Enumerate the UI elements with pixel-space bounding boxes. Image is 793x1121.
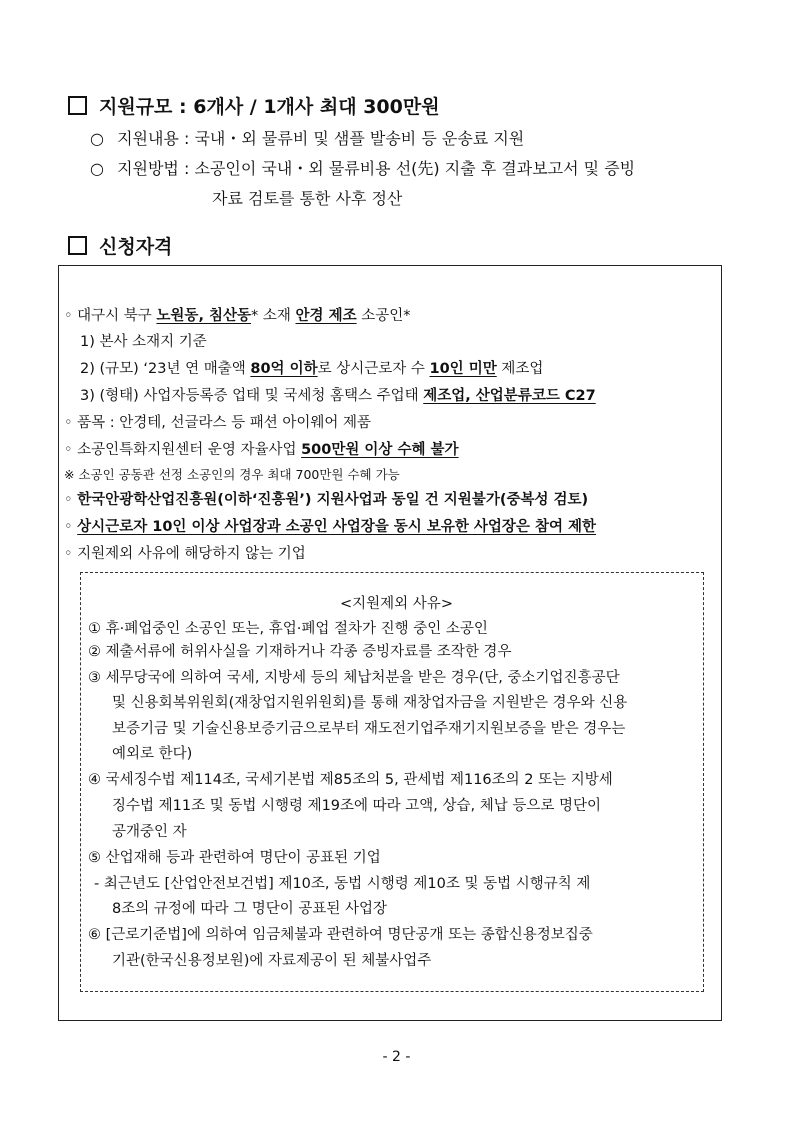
- circle-bullet-icon: ○: [90, 159, 104, 178]
- text-emphasis: 상시근로자 10인 이상 사업장과 소공인 사업장을 동시 보유한 사업장은 참여 제한: [77, 519, 597, 535]
- exclusion-item-continuation: 보증기금 및 기술신용보증기금으로부터 재도전기업주재기지원보증을 받은 경우는: [112, 721, 626, 737]
- checkbox-square-icon: [68, 236, 87, 255]
- exclusion-item-continuation: 8조의 규정에 따라 그 명단이 공표된 사업장: [112, 901, 387, 917]
- exclusion-item-continuation: 공개중인 자: [112, 824, 187, 840]
- eligibility-limit-line: [64, 438, 459, 459]
- text: 2) (규모) ‘23년 연 매출액: [80, 361, 251, 377]
- eligibility-criterion-3: [80, 384, 596, 405]
- text: 3) (형태) 사업자등록증 업태 및 국세청 홈택스 주업태: [80, 388, 424, 404]
- scale-heading-text: 지원규모 : 6개사 / 1개사 최대 300만원: [99, 96, 440, 118]
- section-heading-scale: [68, 92, 440, 119]
- eligibility-criterion-1: 1) 본사 소재지 기준: [80, 334, 207, 350]
- text-emphasis: 500만원 이상 수혜 불가: [301, 442, 459, 458]
- circle-bullet-icon: ○: [90, 129, 104, 148]
- exclusion-item-continuation: 기관(한국신용정보원)에 자료제공이 된 체불사업주: [112, 953, 432, 969]
- exclusion-item: ④ 국세징수법 제114조, 국세기본법 제85조의 5, 관세법 제116조의 2 또는 지방세: [88, 772, 613, 788]
- exclusion-item: ③ 세무당국에 의하여 국세, 지방세 등의 체납처분을 받은 경우(단, 중소기업진흥공단: [88, 670, 620, 686]
- text: 제조업: [496, 361, 544, 377]
- eligibility-restriction-line: [64, 515, 596, 536]
- eligibility-products-line: ◦ 품목 : 안경테, 선글라스 등 패션 아이웨어 제품: [64, 415, 372, 431]
- text: 로 상시근로자 수: [317, 361, 430, 377]
- exclusion-item: ⑥ [근로기준법]에 의하여 임금체불과 관련하여 명단공개 또는 종합신용정보집중: [88, 927, 593, 943]
- support-method-continuation: 자료 검토를 통한 사후 정산: [212, 189, 403, 208]
- text-emphasis: 10인 미만: [429, 361, 497, 377]
- support-method-line: [90, 156, 635, 179]
- text: ◦ 대구시 북구: [64, 308, 157, 324]
- text-emphasis: 안경 제조: [295, 308, 357, 324]
- text: ◦ 소공인특화지원센터 운영 자율사업: [64, 442, 302, 458]
- text-emphasis: 제조업, 산업분류코드 C27: [423, 388, 596, 404]
- eligibility-exclusion-line: ◦ 지원제외 사유에 해당하지 않는 기업: [64, 546, 306, 562]
- exclusion-item: ② 제출서류에 허위사실을 기재하거나 각종 증빙자료를 조작한 경우: [88, 644, 512, 660]
- exclusion-item-continuation: 및 신용회복위원회(재창업지원위원회)를 통해 재창업자금을 지원받은 경우와 신용: [112, 695, 628, 711]
- exclusion-item-continuation: 징수법 제11조 및 동법 시행령 제19조에 따라 고액, 상습, 체납 등으로 명단이: [112, 798, 602, 814]
- exclusion-item-continuation: 예외로 한다): [112, 746, 193, 762]
- text: ◦: [64, 492, 78, 508]
- eligibility-note: ※ 소공인 공동관 선정 소공인의 경우 최대 700만원 수혜 가능: [64, 467, 400, 482]
- exclusion-item: ⑤ 산업재해 등과 관련하여 명단이 공표된 기업: [88, 850, 381, 866]
- support-method-text: 지원방법 : 소공인이 국내・외 물류비용 선(先) 지출 후 결과보고서 및 증빙: [117, 159, 636, 178]
- exclusion-sub-item: - 최근년도 [산업안전보건법] 제10조, 동법 시행령 제10조 및 동법 시행규칙 제: [94, 876, 591, 892]
- text: ◦: [64, 519, 78, 535]
- eligibility-location-line: [64, 304, 410, 325]
- support-content-text: 지원내용 : 국내・외 물류비 및 샘플 발송비 등 운송료 지원: [117, 129, 525, 148]
- text: 소공인*: [356, 308, 411, 324]
- eligibility-heading-text: 신청자격: [99, 236, 173, 258]
- text-emphasis: 80억 이하: [250, 361, 318, 377]
- text-emphasis: 한국안광학산업진흥원(이하‘진흥원’) 지원사업과 동일 건 지원불가(중복성 검토): [77, 492, 589, 508]
- text: * 소재: [251, 308, 296, 324]
- text-emphasis: 노원동, 침산동: [156, 308, 252, 324]
- section-heading-eligibility: [68, 232, 172, 259]
- exclusion-item: ① 휴·폐업중인 소공인 또는, 휴업·폐업 절차가 진행 중인 소공인: [88, 621, 488, 637]
- eligibility-criterion-2: [80, 357, 543, 378]
- eligibility-duplicate-line: [64, 488, 588, 509]
- page-number: - 2 -: [382, 1049, 411, 1065]
- support-content-line: [90, 126, 524, 149]
- exclusion-title: <지원제외 사유>: [340, 596, 453, 612]
- checkbox-square-icon: [68, 96, 87, 115]
